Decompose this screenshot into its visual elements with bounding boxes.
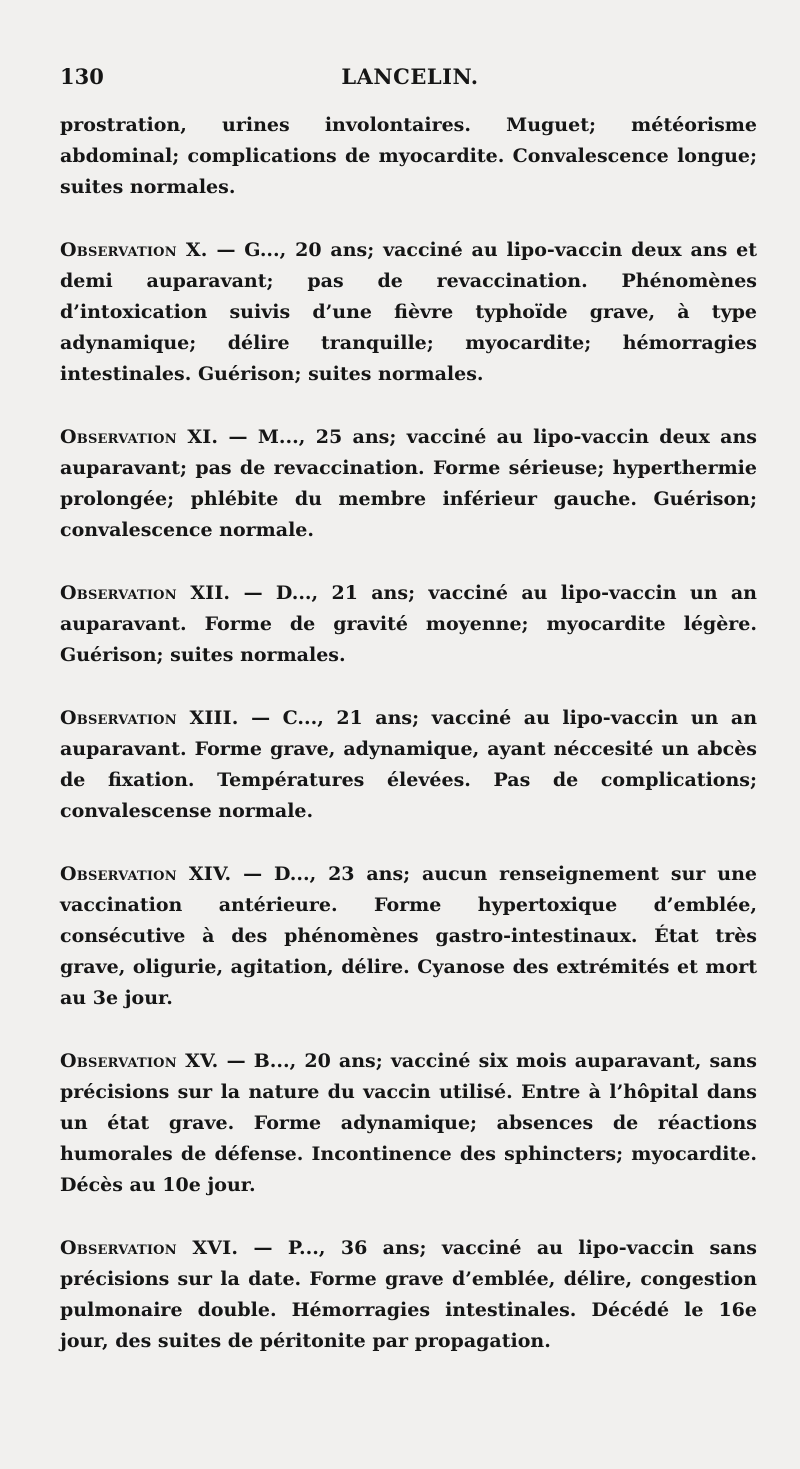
observation-label: Observation XIV. <box>60 863 232 885</box>
page-number: 130 <box>60 64 104 89</box>
observation-text: — G..., 20 ans; vacciné au lipo-vaccin deux ans et demi auparavant; pas de revaccination. Phénomènes d’intoxication suivis d’une fièvre typhoïde grave, à type adynamique; délire tranquille; myocardite; hémorragies intestinales. Guérison; suites normales. <box>60 239 757 385</box>
body-text <box>60 110 757 1357</box>
observation-text: — M..., 25 ans; vacciné au lipo-vaccin deux ans auparavant; pas de revaccination. Forme sérieuse; hyperthermie prolongée; phlébite du membre inférieur gauche. Guérison; convalescence normale. <box>60 426 757 541</box>
observation-label: Observation X. <box>60 239 208 261</box>
observation-xi <box>60 422 757 546</box>
observation-xiii <box>60 703 757 827</box>
observation-text: — B..., 20 ans; vacciné six mois auparavant, sans précisions sur la nature du vaccin utilisé. Entre à l’hôpital dans un état grave. Forme adynamique; absences de réactions humorales de défense. Incontinence des sphincters; myocardite. Décès au 10e jour. <box>60 1050 757 1196</box>
observation-xiv <box>60 859 757 1014</box>
observation-xvi <box>60 1233 757 1357</box>
continuation-paragraph: prostration, urines involontaires. Muguet; météorisme abdominal; complications de myocardite. Convalescence longue; suites normales. <box>60 114 757 198</box>
observation-text: — D..., 23 ans; aucun renseignement sur une vaccination antérieure. Forme hypertoxique d’emblée, consécutive à des phénomènes gastro-intestinaux. État très grave, oligurie, agitation, délire. Cyanose des extrémités et mort au 3e jour. <box>60 863 757 1009</box>
observation-x <box>60 235 757 390</box>
observation-label: Observation XVI. <box>60 1237 239 1259</box>
observation-text: — D..., 21 ans; vacciné au lipo-vaccin un an auparavant. Forme de gravité moyenne; myocardite légère. Guérison; suites normales. <box>60 582 757 666</box>
observation-text: — C..., 21 ans; vacciné au lipo-vaccin un an auparavant. Forme grave, adynamique, ayant néccesité un abcès de fixation. Températures élevées. Pas de complications; convalescense normale. <box>60 707 758 822</box>
running-head: LANCELIN. <box>341 64 479 89</box>
observation-label: Observation XV. <box>60 1050 219 1072</box>
observation-xv <box>60 1046 757 1201</box>
observation-text: — P..., 36 ans; vacciné au lipo-vaccin sans précisions sur la date. Forme grave d’emblée, délire, congestion pulmonaire double. Hémorragies intestinales. Décédé le 16e jour, des suites de péritonite par propagation. <box>60 1237 757 1352</box>
observation-label: Observation XII. <box>60 582 231 604</box>
observation-label: Observation XI. <box>60 426 219 448</box>
observation-xii <box>60 578 757 671</box>
page-header <box>60 64 760 94</box>
observation-label: Observation XIII. <box>60 707 239 729</box>
